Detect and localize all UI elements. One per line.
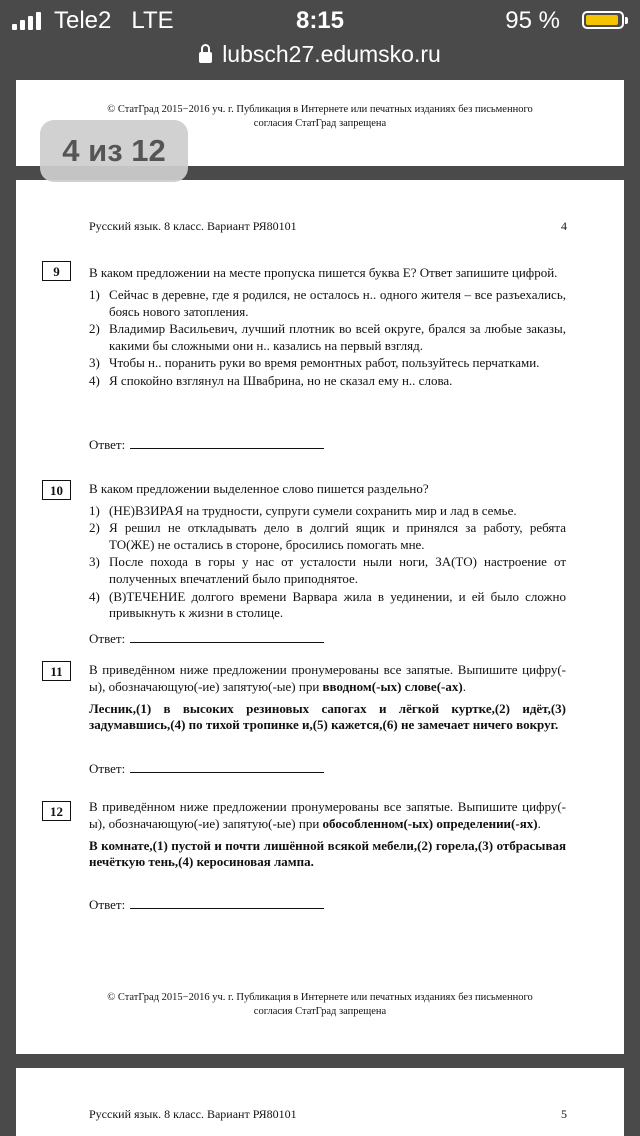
task-question: [89, 799, 566, 833]
option-text: Я решил не откладывать дело в долгий ящик и принялся за работу, ребята ТО(ЖЕ) не остались в стороне, бросились помогать мне.: [109, 520, 566, 552]
page-footer: [16, 991, 624, 1019]
footer-line-1: © СтатГрад 2015−2016 уч. г. Публикация в Интернете или печатных изданиях без письменного: [107, 992, 533, 1003]
task-body: [89, 265, 566, 390]
task-option: [89, 589, 566, 623]
option-text: Владимир Васильевич, лучший плотник во всей округе, брался за любые заказы, какими бы сложными они н.. казались на первый взгляд.: [109, 320, 566, 353]
page-indicator: 4 из 12: [40, 120, 188, 182]
option-text: Я спокойно взглянул на Швабрина, но не сказал ему н.. слова.: [109, 372, 453, 388]
task-number: 12: [42, 801, 71, 821]
page-number: 5: [561, 1107, 567, 1121]
lock-icon: [199, 52, 212, 63]
task-sentence: В комнате,(1) пустой и почти лишённой всякой мебели,(2) горела,(3) отбрасывая нечёткую тень,(4) керосиновая лампа.: [89, 837, 566, 870]
answer-label: Ответ:: [89, 631, 126, 646]
option-text: (НЕ)ВЗИРАЯ на трудности, супруги сумели сохранить мир и лад в семье.: [109, 502, 517, 518]
answer-field: [89, 761, 324, 777]
option-number: 1): [89, 502, 100, 518]
task-question: В каком предложении выделенное слово пишется раздельно?: [89, 481, 429, 496]
answer-line: [130, 898, 324, 909]
answer-field: [89, 437, 324, 453]
task-option: [89, 373, 566, 390]
option-number: 2): [89, 520, 100, 536]
footer-line-2: согласия СтатГрад запрещена: [253, 1006, 387, 1017]
clock: 8:15: [295, 7, 345, 34]
task-option: [89, 520, 566, 554]
task-body: [89, 662, 566, 734]
document-page-5: [16, 1068, 624, 1136]
task-body: [89, 481, 566, 623]
answer-line: [130, 438, 324, 449]
battery-level-fill: [586, 15, 618, 25]
page-header-title: Русский язык. 8 класс. Вариант РЯ80101: [89, 1107, 297, 1121]
task-body: [89, 799, 566, 871]
option-number: 4): [89, 588, 100, 604]
option-text: (В)ТЕЧЕНИЕ долгого времени Варвара жила в уединении, и ей было сложно привыкнуть к жизни в столице.: [109, 588, 566, 621]
option-number: 2): [89, 320, 100, 336]
option-number: 1): [89, 286, 100, 302]
question-end: .: [462, 678, 466, 694]
option-text: Чтобы н.. поранить руки во время ремонтных работ, пользуйтесь перчатками.: [109, 355, 540, 371]
task-option: [89, 554, 566, 588]
document-page-4: [16, 180, 624, 1054]
page-number: 4: [561, 219, 567, 233]
answer-field: [89, 897, 324, 913]
footer-line-1: © СтатГрад 2015−2016 уч. г. Публикация в Интернете или печатных изданиях без письменного: [107, 104, 533, 115]
task-option: [89, 503, 566, 520]
option-number: 4): [89, 372, 100, 388]
option-text: Сейчас в деревне, где я родился, не осталось н.. одного жителя – все разъехались, боясь нового затопления.: [109, 286, 566, 319]
answer-label: Ответ:: [89, 437, 126, 452]
page-header: [89, 219, 567, 234]
task-sentence: Лесник,(1) в высоких резиновых сапогах и лёгкой куртке,(2) идёт,(3) задумавшись,(4) по тихой тропинке и,(5) кажется,(6) не замечает ничего вокруг.: [89, 700, 566, 733]
question-text: В приведённом ниже предложении пронумерованы все запятые. Выпишите цифру(-ы), обозначающую(-ие) запятую(-ые) при: [89, 799, 566, 831]
task-number: 11: [42, 661, 71, 681]
address-bar[interactable]: [0, 40, 640, 72]
answer-line: [130, 632, 324, 643]
answer-line: [130, 762, 324, 773]
task-number: 9: [42, 261, 71, 281]
task-number: 10: [42, 480, 71, 500]
carrier-name: Tele2: [54, 7, 112, 34]
status-bar: [0, 0, 640, 40]
answer-field: [89, 631, 324, 647]
option-number: 3): [89, 355, 100, 371]
option-number: 3): [89, 554, 100, 570]
page-header-title: Русский язык. 8 класс. Вариант РЯ80101: [89, 219, 297, 233]
page-header: [89, 1107, 567, 1122]
battery-percentage: 95 %: [505, 7, 560, 34]
option-text: После похода в горы у нас от усталости ныли ноги, ЗА(ТО) настроение от полученных впечатлений было приподнятое.: [109, 554, 566, 587]
battery-icon: [582, 11, 624, 29]
question-emphasis: обособленном(-ых) определении(-ях): [322, 815, 538, 831]
task-option: [89, 355, 566, 372]
task-question: В каком предложении на месте пропуска пишется буква Е? Ответ запишите цифрой.: [89, 265, 558, 280]
question-end: .: [537, 815, 541, 831]
footer-line-2: согласия СтатГрад запрещена: [253, 118, 387, 129]
task-option: [89, 287, 566, 321]
answer-label: Ответ:: [89, 761, 126, 776]
answer-label: Ответ:: [89, 897, 126, 912]
question-text: В приведённом ниже предложении пронумерованы все запятые. Выпишите цифру(-ы), обозначающую(-ие) запятую(-ые) при: [89, 662, 566, 694]
url-text: lubsch27.edumsko.ru: [222, 41, 441, 67]
question-emphasis: вводном(-ых) слове(-ах): [322, 678, 463, 694]
task-option: [89, 321, 566, 355]
task-question: [89, 662, 566, 696]
network-type: LTE: [131, 7, 174, 34]
